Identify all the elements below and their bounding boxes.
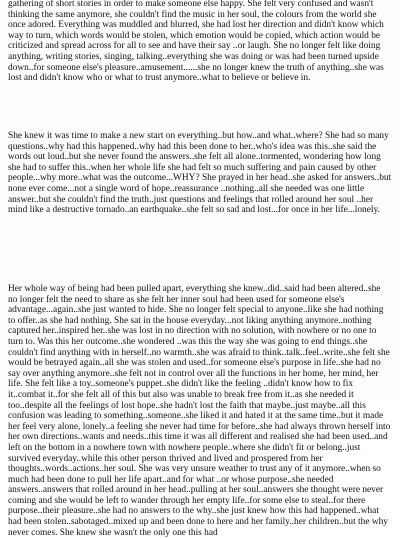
story-paragraph-1: gathering of short stories in order to make someone else happy. She felt very confused and wasn't thinking the same anymore, she couldn't find the music in her soul, the colours from the world she once adored. Everything was muddled and blurred, she had lost her direction and didn't know which way to turn, which words would be stolen, which emotion would be copied, which action would be criticized and spread across for all to see and have their say ..or laugh. She no longer felt like doing anything, writing stories, singing, talking..everything she was doing or was had been turned upside down..for someone else's pleasure..amusement......she no longer knew the truth of anything..she was lost and didn't know who or what to trust anymore..what to believe or believe in. — [8, 0, 384, 84]
story-paragraph-2: She knew it was time to make a new start on everything..but how..and what..where? She had so many questions..why had this happened..why had this been done to her..who's idea was this..she said the words out loud..but she never found the answers..she felt all alone..tormented, wondering how long she had to suffer this..when her whole life she had felt so much suffering and pain caused by other people...why more..what was the outcome...WHY? She prayed in her head..she asked for answers..but none ever come...not a single word of hope..reassurance ..nothing..all she needed was one little answer..but she couldn't find the truth..just questions and feelings that rolled around her soul ..her mind like a destructive tornado..an earthquake..she felt so sad and lost...for once in her life...lonely. — [8, 131, 392, 216]
story-paragraph-3: Her whole way of being had been pulled apart, everything she knew..did..said had been altered..she no longer felt the need to share as she felt her inner soul had been used for someone else's advantage...again..she just wanted to hide. She no longer felt special to anyone..like she had nothing to offer..as she had nothing. She sat in the house everyday...not liking anything anymore..nothing captured her..inspired her..she was lost in no direction with no solution, with nowhere or no one to turn to. Was this her outcome..she wondered ..was this the way she was going to end things..she couldn't find anything with in herself..no warmth..she was afraid to think..talk..feel..write..she felt she would be betrayed again..all she was stolen and used..for someone else's purpose in life..she had no say over anything anymore..she felt not in control over all the functions in her home, her mind, her life. She felt like a toy..someone's puppet..she didn't like the feeling ..didn't know how to fix it..combat it..for she felt all of this but also was unable to break free from it..as she needed it too..despite all the feelings of lost hope..she hadn't lost the faith that maybe..just maybe..all this confusion was leading to something..someone..she liked it and hated it at the same time..but it made her feel very alone, lonely..a feeling she never had time for before..she had always thrown herself into her own directions..wants and needs..this time it was all different and realised she had been used..and left on the bottom in a nowhere town with nowhere people..where she didn't fit or belong..just survived everyday..while this other person thrived and lived and prospered from her thoughts..words..actions..her soul. She was very unsure weather to trust any of it anymore..when so much had been done to pull her life apart..and for what ..or whose purpose..she needed answers..answers that rolled around in her head..pulling at her soul..answers she thought were never coming and she would be left to wander through her empty life..for some else to steal..for there purpose..their pleasure..she had no answers to the why..she just knew how this had happened..what had been stolen..sabotaged..mixed up and been done to here and her family..her children..but the why never comes. She knew she wasn't the only one this had — [8, 284, 391, 538]
